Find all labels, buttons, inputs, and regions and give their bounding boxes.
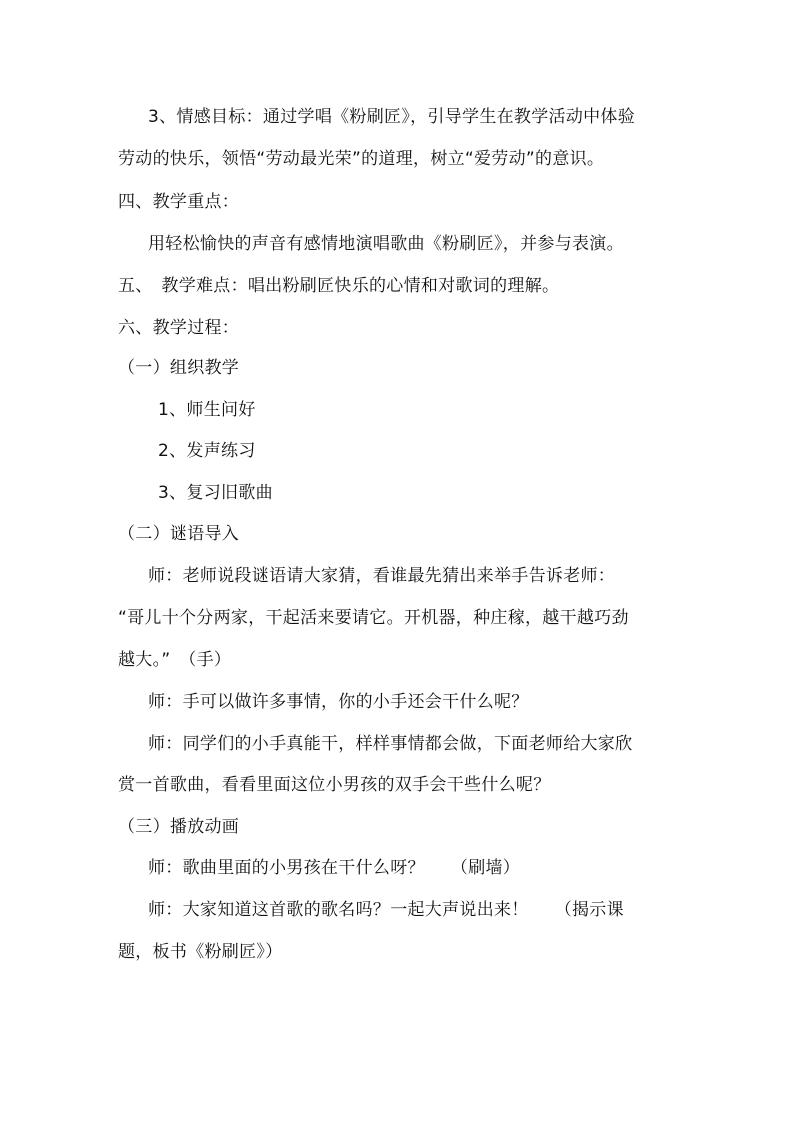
section-heading-key-points: 四、教学重点： — [118, 192, 240, 212]
paragraph-song-intro-line-2: 赏一首歌曲，看看里面这位小男孩的双手会干些什么呢？ — [118, 775, 551, 795]
paragraph-hands: 师：手可以做许多事情，你的小手还会干什么呢？ — [148, 692, 529, 712]
paragraph-boy-question: 师：歌曲里面的小男孩在干什么呀？ （刷墙） — [148, 858, 521, 878]
section-heading-difficulties: 五、 教学难点：唱出粉刷匠快乐的心情和对歌词的理解。 — [118, 276, 560, 296]
list-item-greeting: 1、师生问好 — [158, 400, 256, 420]
section-heading-process: 六、教学过程： — [118, 318, 240, 338]
list-item-review-songs: 3、复习旧歌曲 — [158, 483, 273, 503]
paragraph-emotion-goal-line-1: 3、情感目标：通过学唱《粉刷匠》，引导学生在教学活动中体验 — [148, 107, 636, 127]
list-item-vocal-practice: 2、发声练习 — [158, 441, 256, 461]
paragraph-riddle-line-1: 师：老师说段谜语请大家猜，看谁最先猜出来举手告诉老师： — [148, 566, 616, 586]
paragraph-riddle-line-2: “哥儿十个分两家，干起活来要请它。开机器，种庄稼，越干越巧劲 — [118, 608, 629, 628]
subsection-heading-organize: （一）组织教学 — [118, 358, 240, 378]
paragraph-song-intro-line-1: 师：同学们的小手真能干，样样事情都会做，下面老师给大家欣 — [148, 734, 633, 754]
paragraph-song-title-line-2: 题，板书《粉刷匠》） — [118, 942, 283, 962]
paragraph-song-title-line-1: 师：大家知道这首歌的歌名吗？一起大声说出来！ （揭示课 — [148, 900, 624, 920]
subsection-heading-riddle: （二）谜语导入 — [118, 524, 240, 544]
paragraph-emotion-goal-line-2: 劳动的快乐，领悟“劳动最光荣”的道理，树立“爱劳动”的意识。 — [118, 149, 605, 169]
paragraph-key-points: 用轻松愉快的声音有感情地演唱歌曲《粉刷匠》，并参与表演。 — [148, 234, 624, 254]
subsection-heading-animation: （三）播放动画 — [118, 817, 240, 837]
paragraph-riddle-line-3: 越大。” （手） — [118, 650, 232, 670]
